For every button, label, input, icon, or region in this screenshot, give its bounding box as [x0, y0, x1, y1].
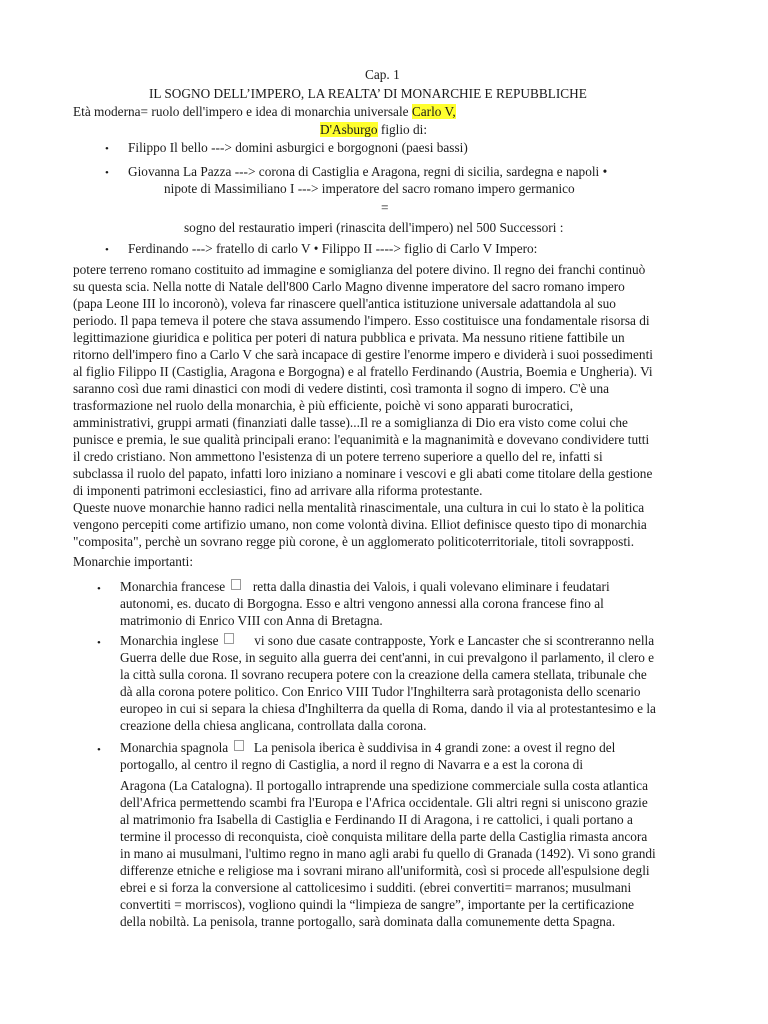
paragraph-line: differenze etniche e religiose ma i sovrani mirano all'uniformità, così si procede all'espulsione degli — [120, 863, 650, 878]
box-icon — [231, 579, 241, 590]
paragraph-line: potere terreno romano costituito ad immagine e somiglianza del potere divino. Il regno dei franchi continuò — [73, 262, 646, 277]
paragraph-line: dà alla corona potere politico. Con Enrico VIII Tudor l'Inghilterra sarà protagonista dello scenario — [120, 684, 641, 699]
monarchia-francese-label: Monarchia francese — [120, 579, 226, 594]
paragraph-line: legittimazione giuridica e politica per poteri di natura pubblica e privata. Ma nessuno ritiene fattibile un — [73, 330, 625, 345]
bullet-ferdinando: Ferdinando ---> fratello di carlo V • Filippo II ----> figlio di Carlo V Impero: — [128, 241, 538, 256]
paragraph-line: saranno così due rami dinastici con modi di vedere distinti, così tramonta il sogno di impero. C'è una — [73, 381, 610, 396]
box-icon — [224, 633, 234, 644]
paragraph-line: ritorno dell'impero fino a Carlo V che sarà incapace di gestire l'enorme impero e dividerà i suoi possedimenti — [73, 347, 653, 362]
monarchia-francese-text: retta dalla dinastia dei Valois, i quali volevano eliminare i feudatari — [252, 579, 610, 594]
paragraph-line: creazione della chiesa anglicana, controllata dalla corona. — [120, 718, 427, 733]
equals-sign: = — [381, 200, 389, 215]
paragraph-line: su questa scia. Nella notte di Natale dell'800 Carlo Magno divenne imperatore del sacro romano impero — [73, 279, 625, 294]
paragraph-line: europeo in cui si separa la chiesa d'Inghilterra da quella di Roma, dando il via al protestantesimo e la — [120, 701, 656, 716]
bullet-dot: • — [97, 637, 101, 649]
paragraph-line: trasformazione nel ruolo della monarchia, è più efficiente, poichè vi sono apparati burocratici, — [73, 398, 574, 413]
paragraph-line: ebrei e si forza la conversione al cattolicesimo i sudditi. (ebrei convertiti= marranos; musulmani — [120, 880, 632, 895]
sogno-line: sogno del restauratio imperi (rinascita dell'impero) nel 500 Successori : — [184, 220, 564, 235]
bullet-dot: • — [97, 744, 101, 756]
intro-line-2 — [320, 121, 427, 138]
paragraph-line: la città sulla corona. Il sovrano recupera potere con la creazione della camera stellata, tribunale che — [120, 667, 647, 682]
paragraph-line: al matrimonio fra Isabella di Castiglia e Ferdinando II di Aragona, i re cattolici, i quali portano a — [120, 812, 633, 827]
bullet-dot: • — [97, 583, 101, 595]
monarchia-inglese-label: Monarchia inglese — [120, 633, 219, 648]
bullet-dot: • — [105, 143, 109, 155]
monarchia-francese-line — [120, 578, 610, 595]
chapter-title: IL SOGNO DELL’IMPERO, LA REALTA’ DI MONARCHIE E REPUBBLICHE — [149, 86, 587, 101]
monarchia-spagnola-label: Monarchia spagnola — [120, 740, 229, 755]
paragraph-line: amministrativi, gruppi armati (finanziati dalle tasse)...Il re a somiglianza di Dio era visto come colui che — [73, 415, 628, 430]
paragraph-line: portogallo, al centro il regno di Castiglia, a nord il regno di Navarra e a est la corona di — [120, 757, 584, 772]
paragraph-line: Queste nuove monarchie hanno radici nella mentalità rinascimentale, una cultura in cui lo stato è la politica — [73, 500, 645, 515]
bullet-dot: • — [105, 244, 109, 256]
box-icon — [234, 740, 244, 751]
highlight-carlo: Carlo V, — [411, 104, 456, 119]
chapter-label: Cap. 1 — [365, 67, 400, 82]
nipote-line: nipote di Massimiliano I ---> imperatore del sacro romano impero germanico — [164, 181, 575, 196]
paragraph-line: Guerra delle due Rose, in seguito alla guerra dei cent'anni, in cui prevalgono il parlamento, il clero e — [120, 650, 655, 665]
paragraph-line: periodo. Il papa temeva il potere che stava assumendo l'impero. Esso costituisce una fondamentale risorsa di — [73, 313, 650, 328]
bullet-dot: • — [105, 167, 109, 179]
bullet-giovanna: Giovanna La Pazza ---> corona di Castiglia e Aragona, regni di sicilia, sardegna e napoli • — [128, 164, 608, 179]
paragraph-line: convertiti = morriscos), vogliono quindi la “limpieza de sangre”, importante per la certificazione — [120, 897, 635, 912]
intro-rest: figlio di: — [377, 122, 428, 137]
monarchia-inglese-line — [120, 632, 654, 649]
paragraph-line: autonomi, es. ducato di Borgogna. Esso e altri vengono annessi alla corona francese fino al — [120, 596, 604, 611]
paragraph-line: della nobiltà. La penisola, tranne portogallo, sarà dominata dalla comunemente detta Spagna. — [120, 914, 616, 929]
paragraph-line: punisce e premia, le sue qualità principali erano: l'equanimità e la magnanimità e dovevano condividere tutti — [73, 432, 650, 447]
paragraph-line: vengono percepiti come artifizio umano, non come volontà divina. Elliot definisce questo tipo di monarchia — [73, 517, 647, 532]
paragraph-line: matrimonio di Enrico VIII con Anna di Bretagna. — [120, 613, 383, 628]
intro-text: Età moderna= ruolo dell'impero e idea di monarchia universale — [73, 104, 412, 119]
paragraph-line: (papa Leone III lo incoronò), voleva far rinascere quell'antica istituzione universale adattandola al suo — [73, 296, 616, 311]
paragraph-line: Aragona (La Catalogna). Il portogallo intraprende una spedizione commerciale sulla costa atlantica — [120, 778, 648, 793]
paragraph-line: Monarchie importanti: — [73, 554, 194, 569]
paragraph-line: in mano ai musulmani, l'ultimo regno in mano agli arabi fu quello di Granada (1492). Vi sono grandi — [120, 846, 656, 861]
monarchia-spagnola-text: La penisola iberica è suddivisa in 4 grandi zone: a ovest il regno del — [253, 740, 616, 755]
paragraph-line: "composita", perchè un sovrano regge più corone, è un agglomerato politicoterritoriale, titoli sovrapposti. — [73, 534, 635, 549]
monarchia-spagnola-line — [120, 739, 615, 756]
paragraph-line: subclassa il ruolo del papato, infatti loro iniziano a nominare i vescovi e gli abati come titolare della gestione — [73, 466, 653, 481]
paragraph-line: termine il processo di reconquista, cioè conquista militare della parte della Castiglia rimasta ancora — [120, 829, 648, 844]
paragraph-line: al figlio Filippo II (Castiglia, Aragona e Borgogna) e al fratello Ferdinando (Austria, Boemia e Ungheria). Vi — [73, 364, 653, 379]
highlight-asburgo: D'Asburgo — [320, 122, 378, 137]
bullet-filippo: Filippo Il bello ---> domini asburgici e borgognoni (paesi bassi) — [128, 140, 468, 155]
paragraph-line: il credo cristiano. Non ammettono l'esistenza di un potere terreno superiore a quello del re, infatti si — [73, 449, 603, 464]
paragraph-line: dell'Africa permettendo scambi fra l'Europa e l'Africa occidentale. Gli altri regni si uniscono grazie — [120, 795, 648, 810]
monarchia-inglese-text: vi sono due casate contrapposte, York e Lancaster che si scontreranno nella — [254, 633, 655, 648]
intro-line — [73, 103, 456, 120]
paragraph-line: di imponenti patrimoni ecclesiastici, fino ad arrivare alla riforma protestante. — [73, 483, 483, 498]
